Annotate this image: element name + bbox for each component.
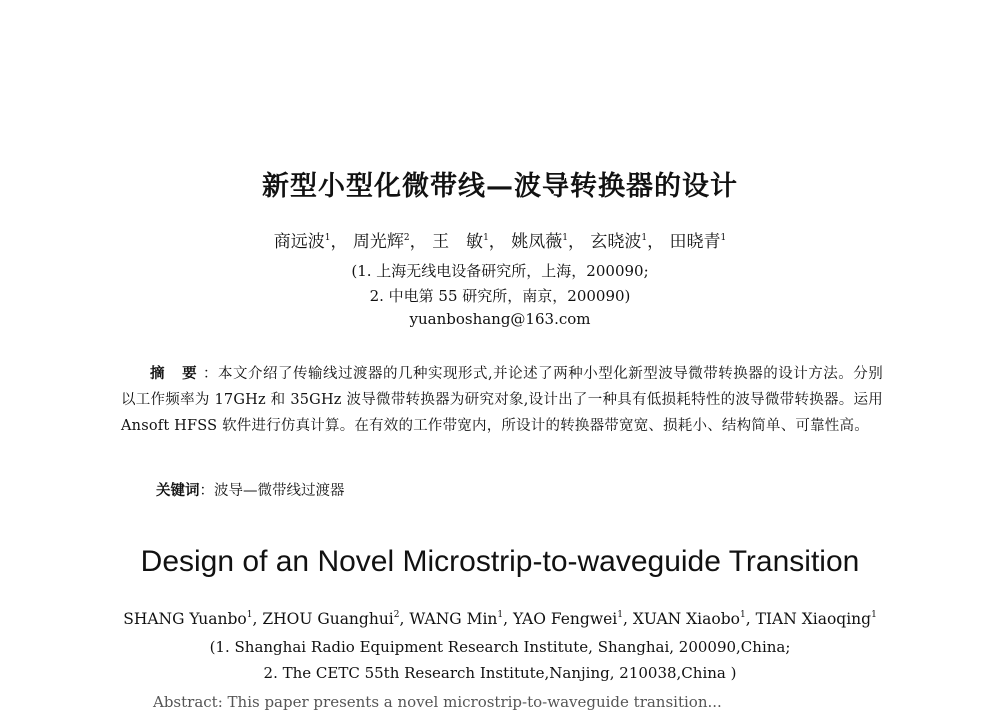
author-affiliation-mark: 1	[739, 610, 746, 620]
chinese-affiliation-1: (1. 上海无线电设备研究所，上海，200090;	[351, 262, 649, 280]
author-affiliation-mark: 1	[324, 233, 331, 243]
author-email: yuanboshang@163.com	[409, 310, 591, 328]
author-name: 商远波	[273, 232, 325, 252]
english-abstract-cutoff-line: Abstract: This paper presents a novel microstrip-to-waveguide transition...	[153, 693, 722, 711]
english-title: Design of an Novel Microstrip-to-waveguide Transition	[140, 545, 860, 578]
abstract-body: ：本文介绍了传输线过渡器的几种实现形式,并论述了两种小型化新型波导微带转换器的设计方法。分别以工作频率为 17GHz 和 35GHz 波导微带转换器为研究对象,设计出了一种具有低损耗特性的波导微带转换器。运用 Ansoft HFSS 软件进行仿真计算。在有效的工作带宽内，所设计的转换器带宽宽、损耗小、结构简单、可靠性高。	[121, 366, 883, 434]
author-affiliation-mark: 1	[483, 233, 489, 243]
chinese-title: 新型小型化微带线—波导转换器的设计	[262, 171, 738, 202]
author-name: XUAN Xiaobo	[632, 610, 740, 628]
author-name: 田晓青	[669, 232, 721, 252]
author-name: 王 敏	[432, 232, 484, 252]
author-name: WANG Min	[409, 610, 498, 628]
author-name: SHANG Yuanbo	[123, 610, 247, 628]
english-affiliation-2: 2. The CETC 55th Research Institute,Nanjing, 210038,China )	[263, 664, 737, 682]
author-affiliation-mark: 1	[617, 610, 623, 620]
author-affiliation-mark: 1	[720, 233, 727, 243]
author-name: ZHOU Guanghui	[262, 610, 394, 628]
keywords-body: ：波导—微带线过渡器	[199, 483, 345, 499]
author-name: TIAN Xiaoqing	[755, 610, 872, 628]
author-affiliation-mark: 1	[246, 610, 253, 620]
author-affiliation-mark: 1	[871, 610, 877, 620]
author-name: 姚凤薇	[511, 232, 563, 252]
english-author-list: SHANG Yuanbo$^1$, ZHOU Guanghui$^2$, WANG Min$^1$, YAO Fengwei$^1$, XUAN Xiaobo$^1$, TIAN Xiaoqing$^1$	[123, 610, 877, 628]
abstract-label: 摘 要	[150, 365, 203, 382]
chinese-keywords	[156, 479, 345, 500]
chinese-abstract	[121, 361, 883, 439]
author-affiliation-mark: 2	[403, 233, 410, 243]
keywords-label: 关键词	[156, 482, 200, 499]
author-affiliation-mark: 1	[641, 233, 648, 243]
author-name: 玄晓波	[590, 232, 642, 252]
chinese-author-list: 商远波$^1$， 周光辉$^2$， 王 敏$^1$， 姚凤薇$^1$， 玄晓波$^1$， 田晓青$^1$	[273, 232, 727, 252]
chinese-affiliation-2: 2. 中电第 55 研究所，南京，200090)	[369, 287, 631, 305]
author-affiliation-mark: 1	[562, 233, 568, 243]
author-name: 周光辉	[352, 232, 404, 252]
author-affiliation-mark: 1	[497, 610, 504, 620]
author-name: YAO Fengwei	[513, 610, 618, 628]
english-affiliation-1: (1. Shanghai Radio Equipment Research Institute, Shanghai, 200090,China;	[209, 638, 791, 656]
author-affiliation-mark: 2	[393, 610, 400, 620]
